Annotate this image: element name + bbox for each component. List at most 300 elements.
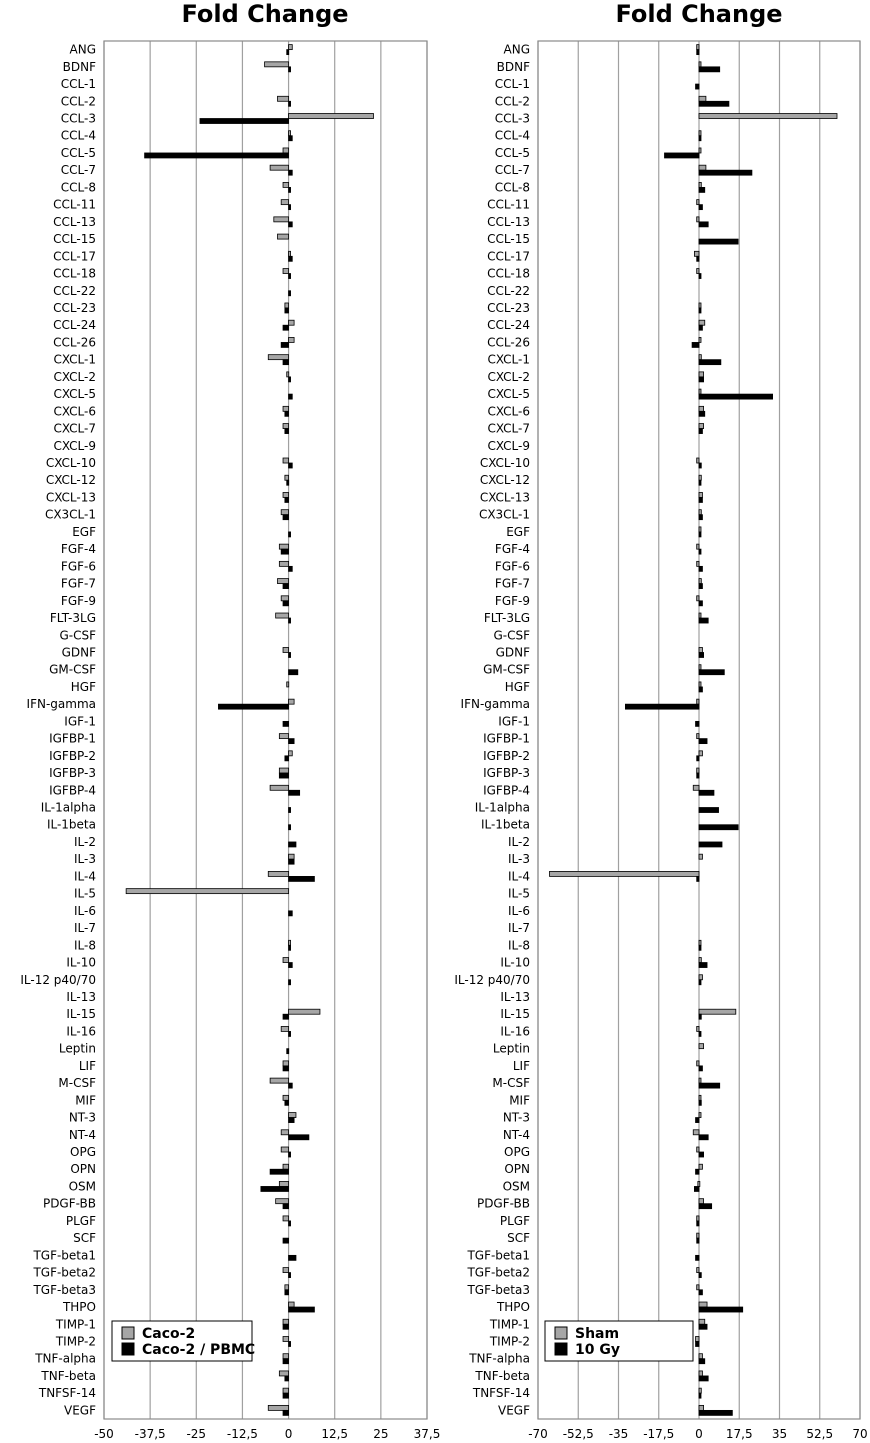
category-label: IL-1beta bbox=[480, 817, 530, 832]
category-label: TNFSF-14 bbox=[472, 1386, 530, 1401]
bar-series-1 bbox=[699, 148, 701, 153]
bar-series-1 bbox=[289, 1302, 295, 1307]
category-label: CCL-4 bbox=[494, 128, 530, 143]
bar-series-2 bbox=[692, 342, 699, 347]
bar-series-1 bbox=[699, 62, 701, 67]
category-label: CXCL-7 bbox=[53, 421, 96, 436]
bar-series-2 bbox=[289, 566, 293, 571]
bar-series-1 bbox=[270, 785, 288, 790]
bar-series-2 bbox=[289, 652, 291, 657]
category-label: CXCL-1 bbox=[53, 352, 96, 367]
bar-series-2 bbox=[289, 256, 293, 261]
bar-series-1 bbox=[283, 492, 289, 497]
category-label: FGF-9 bbox=[60, 593, 96, 608]
bar-series-1 bbox=[277, 579, 288, 584]
bar-series-2 bbox=[145, 153, 289, 158]
bar-series-2 bbox=[283, 1238, 289, 1243]
category-label: GDNF bbox=[61, 645, 96, 660]
bar-series-1 bbox=[697, 200, 699, 205]
bar-series-1 bbox=[697, 734, 699, 739]
category-label: CXCL-10 bbox=[45, 456, 96, 471]
bar-series-2 bbox=[285, 756, 289, 761]
bar-series-2 bbox=[699, 549, 701, 554]
x-tick-label: -37,5 bbox=[134, 1427, 166, 1441]
category-label: CCL-3 bbox=[494, 111, 530, 126]
bar-series-2 bbox=[699, 325, 702, 330]
bar-series-1 bbox=[697, 217, 699, 222]
bar-series-2 bbox=[283, 1410, 289, 1415]
category-label: IGFBP-2 bbox=[49, 748, 96, 763]
bar-series-2 bbox=[289, 739, 295, 744]
bar-series-2 bbox=[289, 963, 293, 968]
bar-series-1 bbox=[697, 269, 699, 274]
category-label: VEGF bbox=[64, 1403, 96, 1418]
bar-series-1 bbox=[276, 613, 289, 618]
bar-series-1 bbox=[283, 1319, 289, 1324]
bar-series-2 bbox=[699, 584, 702, 589]
category-label: FGF-4 bbox=[60, 542, 96, 557]
bar-series-1 bbox=[699, 406, 704, 411]
category-label: LIF bbox=[512, 1058, 530, 1073]
bar-series-1 bbox=[277, 234, 288, 239]
category-label: OPG bbox=[504, 1145, 530, 1160]
category-label: CCL-15 bbox=[53, 232, 96, 247]
bar-series-2 bbox=[289, 274, 291, 279]
bar-series-1 bbox=[281, 1026, 288, 1031]
bar-series-2 bbox=[261, 1186, 289, 1191]
category-label: CCL-11 bbox=[53, 197, 96, 212]
bar-series-1 bbox=[281, 510, 288, 515]
bar-series-2 bbox=[697, 50, 699, 55]
category-label: IL-16 bbox=[500, 1024, 530, 1039]
bar-series-2 bbox=[289, 859, 295, 864]
bar-series-1 bbox=[696, 1336, 699, 1341]
bar-series-1 bbox=[289, 337, 295, 342]
x-tick-label: -70 bbox=[528, 1427, 548, 1441]
x-tick-label: 17,5 bbox=[725, 1427, 753, 1441]
category-label: CCL-26 bbox=[487, 335, 530, 350]
category-label: CCL-7 bbox=[60, 163, 96, 178]
bar-series-1 bbox=[697, 45, 699, 50]
category-label: CCL-1 bbox=[60, 77, 96, 92]
category-label: ANG bbox=[503, 42, 530, 57]
category-label: IL-4 bbox=[74, 869, 96, 884]
bar-series-2 bbox=[218, 704, 288, 709]
bar-series-1 bbox=[699, 751, 702, 756]
category-label: TGF-beta2 bbox=[33, 1265, 96, 1280]
category-label: TNF-alpha bbox=[469, 1351, 530, 1366]
category-label: CXCL-6 bbox=[53, 404, 96, 419]
bar-series-2 bbox=[289, 825, 291, 830]
category-label: IFN-gamma bbox=[26, 697, 96, 712]
bar-series-1 bbox=[285, 303, 289, 308]
bar-series-1 bbox=[289, 699, 295, 704]
bar-series-1 bbox=[699, 475, 701, 480]
bar-series-2 bbox=[665, 153, 700, 158]
category-label: G-CSF bbox=[59, 628, 96, 643]
bar-series-1 bbox=[283, 1164, 289, 1169]
category-label: IL-12 p40/70 bbox=[20, 972, 96, 987]
category-label: NT-3 bbox=[68, 1110, 96, 1125]
category-label: MIF bbox=[509, 1093, 530, 1108]
bar-series-2 bbox=[699, 205, 702, 210]
bar-series-2 bbox=[699, 308, 701, 313]
category-label: IFN-gamma bbox=[460, 697, 530, 712]
bar-series-2 bbox=[699, 1376, 708, 1381]
bar-series-1 bbox=[699, 1095, 701, 1100]
bar-series-1 bbox=[270, 1078, 288, 1083]
category-label: OPN bbox=[70, 1162, 96, 1177]
bar-series-2 bbox=[285, 308, 289, 313]
category-label: TIMP-1 bbox=[489, 1317, 530, 1332]
bar-series-1 bbox=[283, 958, 289, 963]
x-tick-label: 52,5 bbox=[806, 1427, 834, 1441]
bar-series-1 bbox=[285, 475, 289, 480]
bar-series-1 bbox=[699, 1078, 701, 1083]
category-label: IGFBP-4 bbox=[483, 783, 530, 798]
category-label: IL-16 bbox=[66, 1024, 96, 1039]
category-label: CCL-15 bbox=[487, 232, 530, 247]
bar-series-2 bbox=[696, 1118, 699, 1123]
category-label: CCL-17 bbox=[53, 249, 96, 264]
bar-series-1 bbox=[289, 114, 374, 119]
category-label: SCF bbox=[73, 1231, 96, 1246]
bar-series-2 bbox=[699, 515, 702, 520]
bar-series-1 bbox=[697, 1147, 699, 1152]
bar-series-1 bbox=[699, 682, 701, 687]
bar-series-1 bbox=[697, 699, 699, 704]
bar-series-1 bbox=[699, 165, 706, 170]
legend-label: Caco-2 / PBMC bbox=[142, 1342, 256, 1358]
bar-series-2 bbox=[283, 1324, 289, 1329]
legend-label: Caco-2 bbox=[142, 1326, 196, 1342]
bar-series-1 bbox=[283, 148, 289, 153]
legend-swatch bbox=[122, 1343, 134, 1355]
bar-series-1 bbox=[289, 1113, 296, 1118]
bar-series-1 bbox=[265, 62, 289, 67]
bar-series-2 bbox=[270, 1169, 288, 1174]
bar-series-2 bbox=[289, 618, 291, 623]
category-label: Leptin bbox=[492, 1041, 530, 1056]
bar-series-1 bbox=[281, 200, 288, 205]
category-label: TGF-beta1 bbox=[467, 1248, 530, 1263]
category-label: IL-13 bbox=[500, 989, 530, 1004]
bar-series-2 bbox=[285, 497, 289, 502]
bar-series-2 bbox=[699, 652, 704, 657]
bar-series-2 bbox=[694, 1186, 699, 1191]
category-label: IL-7 bbox=[508, 921, 530, 936]
bar-series-1 bbox=[283, 182, 289, 187]
category-label: CXCL-9 bbox=[487, 438, 530, 453]
x-tick-label: 0 bbox=[695, 1427, 703, 1441]
category-label: CCL-18 bbox=[53, 266, 96, 281]
category-label: HGF bbox=[70, 679, 96, 694]
bar-series-1 bbox=[289, 751, 293, 756]
category-label: PDGF-BB bbox=[42, 1196, 96, 1211]
category-label: GDNF bbox=[495, 645, 530, 660]
category-label: CXCL-5 bbox=[487, 387, 530, 402]
category-label: CCL-23 bbox=[487, 300, 530, 315]
category-label: TNFSF-14 bbox=[38, 1386, 96, 1401]
category-label: IL-1beta bbox=[46, 817, 96, 832]
category-label: PLGF bbox=[499, 1213, 530, 1228]
bar-series-1 bbox=[699, 131, 701, 136]
bar-series-1 bbox=[697, 561, 699, 566]
category-label: CCL-23 bbox=[53, 300, 96, 315]
category-label: NT-4 bbox=[68, 1127, 96, 1142]
category-label: IGFBP-3 bbox=[483, 766, 530, 781]
bar-series-2 bbox=[699, 377, 704, 382]
bar-series-1 bbox=[699, 355, 701, 360]
category-label: IGF-1 bbox=[498, 714, 530, 729]
bar-series-1 bbox=[697, 1268, 699, 1273]
x-tick-label: 35 bbox=[771, 1427, 788, 1441]
bar-series-1 bbox=[126, 889, 288, 894]
x-tick-label: 0 bbox=[284, 1427, 293, 1441]
category-label: M-CSF bbox=[492, 1076, 530, 1091]
bar-series-2 bbox=[283, 721, 289, 726]
bar-series-1 bbox=[699, 1009, 736, 1014]
bar-series-1 bbox=[697, 544, 699, 549]
bar-series-1 bbox=[699, 1199, 704, 1204]
category-label: IL-5 bbox=[508, 886, 530, 901]
bar-series-2 bbox=[699, 170, 752, 175]
bar-series-1 bbox=[276, 1199, 289, 1204]
bar-series-2 bbox=[625, 704, 699, 709]
bar-series-1 bbox=[699, 958, 701, 963]
bar-series-2 bbox=[283, 1204, 289, 1209]
bar-series-2 bbox=[699, 618, 708, 623]
bar-series-1 bbox=[283, 1354, 289, 1359]
bar-series-2 bbox=[289, 842, 296, 847]
bar-series-2 bbox=[699, 1273, 701, 1278]
bar-series-1 bbox=[277, 96, 288, 101]
category-label: CCL-1 bbox=[494, 77, 530, 92]
bar-series-2 bbox=[699, 687, 702, 692]
bar-series-1 bbox=[699, 492, 702, 497]
bar-series-2 bbox=[289, 222, 293, 227]
category-label: SCF bbox=[507, 1231, 530, 1246]
bar-series-2 bbox=[289, 67, 291, 72]
bar-series-2 bbox=[697, 1221, 699, 1226]
category-label: CCL-4 bbox=[60, 128, 96, 143]
bar-series-2 bbox=[699, 1324, 707, 1329]
category-label: CCL-2 bbox=[494, 94, 530, 109]
bar-series-2 bbox=[697, 256, 699, 261]
category-label: IGFBP-1 bbox=[49, 731, 96, 746]
bar-series-2 bbox=[699, 825, 738, 830]
category-label: IL-3 bbox=[508, 852, 530, 867]
bar-series-2 bbox=[696, 721, 699, 726]
bar-series-2 bbox=[699, 360, 721, 365]
bar-series-2 bbox=[289, 790, 300, 795]
category-label: IL-13 bbox=[66, 989, 96, 1004]
bar-series-2 bbox=[289, 980, 291, 985]
x-tick-label: 70 bbox=[852, 1427, 868, 1441]
bar-series-2 bbox=[699, 566, 702, 571]
bar-series-2 bbox=[697, 756, 699, 761]
bar-series-2 bbox=[287, 480, 289, 485]
bar-series-1 bbox=[699, 303, 701, 308]
bar-series-1 bbox=[283, 1061, 289, 1066]
bar-series-1 bbox=[699, 1113, 701, 1118]
bar-series-2 bbox=[289, 1083, 293, 1088]
category-label: G-CSF bbox=[493, 628, 530, 643]
bar-series-1 bbox=[279, 544, 288, 549]
bar-series-2 bbox=[287, 1049, 289, 1054]
bar-series-1 bbox=[697, 1026, 699, 1031]
bar-series-1 bbox=[699, 527, 701, 532]
category-label: IL-4 bbox=[508, 869, 530, 884]
bar-series-2 bbox=[289, 394, 293, 399]
bar-series-1 bbox=[289, 320, 295, 325]
bar-series-1 bbox=[699, 510, 701, 515]
category-label: TIMP-2 bbox=[55, 1334, 96, 1349]
bar-series-2 bbox=[699, 1359, 705, 1364]
category-label: FGF-6 bbox=[494, 559, 530, 574]
bar-series-1 bbox=[279, 1181, 288, 1186]
x-tick-label: 25 bbox=[373, 1427, 389, 1441]
bar-series-2 bbox=[696, 1169, 699, 1174]
category-label: IL-5 bbox=[74, 886, 96, 901]
category-label: CCL-22 bbox=[53, 283, 96, 298]
category-label: FLT-3LG bbox=[49, 611, 96, 626]
bar-series-2 bbox=[289, 876, 315, 881]
bar-series-1 bbox=[279, 561, 288, 566]
category-label: CCL-24 bbox=[487, 318, 530, 333]
bar-series-1 bbox=[699, 1044, 704, 1049]
category-label: FGF-6 bbox=[60, 559, 96, 574]
bar-series-2 bbox=[699, 1393, 701, 1398]
bar-series-1 bbox=[283, 1216, 289, 1221]
bar-series-2 bbox=[697, 876, 699, 881]
bar-series-2 bbox=[289, 1255, 296, 1260]
bar-series-1 bbox=[283, 406, 289, 411]
bar-series-2 bbox=[283, 1014, 289, 1019]
category-label: FGF-7 bbox=[60, 576, 96, 591]
category-label: IL-1alpha bbox=[474, 800, 530, 815]
bar-series-1 bbox=[699, 975, 702, 980]
category-label: CCL-24 bbox=[53, 318, 96, 333]
bar-series-2 bbox=[283, 1066, 289, 1071]
category-label: CXCL-2 bbox=[53, 369, 96, 384]
legend-label: 10 Gy bbox=[575, 1342, 620, 1358]
legend-swatch bbox=[555, 1343, 567, 1355]
bar-series-2 bbox=[285, 1290, 289, 1295]
bar-series-2 bbox=[289, 291, 291, 296]
bar-series-2 bbox=[699, 1410, 732, 1415]
legend-swatch bbox=[555, 1327, 567, 1339]
bar-series-2 bbox=[699, 1100, 701, 1105]
bar-series-2 bbox=[699, 963, 707, 968]
category-label: CXCL-13 bbox=[479, 490, 530, 505]
category-label: IL-10 bbox=[500, 955, 530, 970]
bar-series-2 bbox=[699, 739, 707, 744]
category-label: CCL-7 bbox=[494, 163, 530, 178]
bar-series-2 bbox=[699, 532, 701, 537]
bar-series-1 bbox=[279, 1371, 288, 1376]
category-label: ANG bbox=[69, 42, 96, 57]
bar-series-2 bbox=[699, 670, 724, 675]
category-label: GM-CSF bbox=[49, 662, 96, 677]
bar-series-1 bbox=[283, 424, 289, 429]
bar-series-2 bbox=[283, 1393, 289, 1398]
bar-series-2 bbox=[283, 584, 289, 589]
bar-series-2 bbox=[283, 325, 289, 330]
category-label: BDNF bbox=[496, 59, 530, 74]
bar-series-1 bbox=[274, 217, 289, 222]
category-label: FLT-3LG bbox=[483, 611, 530, 626]
bar-series-1 bbox=[694, 251, 699, 256]
category-label: IL-7 bbox=[74, 921, 96, 936]
category-label: IL-3 bbox=[74, 852, 96, 867]
x-tick-label: -25 bbox=[186, 1427, 207, 1441]
bar-series-1 bbox=[268, 355, 288, 360]
category-label: TGF-beta3 bbox=[33, 1282, 96, 1297]
bar-series-2 bbox=[289, 1341, 291, 1346]
legend-swatch bbox=[122, 1327, 134, 1339]
category-label: OSM bbox=[68, 1179, 96, 1194]
category-label: TNF-alpha bbox=[35, 1351, 96, 1366]
bar-series-1 bbox=[693, 1130, 699, 1135]
bar-series-2 bbox=[283, 601, 289, 606]
bar-series-2 bbox=[699, 239, 738, 244]
category-label: CCL-8 bbox=[494, 180, 530, 195]
bar-series-2 bbox=[285, 411, 289, 416]
bar-series-1 bbox=[699, 1371, 702, 1376]
bar-series-2 bbox=[699, 790, 714, 795]
category-label: TGF-beta3 bbox=[467, 1282, 530, 1297]
category-label: IL-15 bbox=[66, 1007, 96, 1022]
category-label: IL-1alpha bbox=[40, 800, 96, 815]
bar-series-2 bbox=[289, 1135, 309, 1140]
bar-series-2 bbox=[699, 1031, 701, 1036]
bar-series-2 bbox=[289, 1307, 315, 1312]
bar-series-2 bbox=[699, 1307, 743, 1312]
category-label: IL-10 bbox=[66, 955, 96, 970]
bar-series-1 bbox=[699, 182, 701, 187]
bar-series-2 bbox=[699, 1290, 702, 1295]
bar-series-1 bbox=[283, 647, 289, 652]
x-tick-label: -35 bbox=[608, 1427, 629, 1441]
bar-series-2 bbox=[699, 394, 773, 399]
bar-series-1 bbox=[699, 114, 837, 119]
bar-series-2 bbox=[283, 515, 289, 520]
plot-frame bbox=[104, 41, 427, 1419]
bar-series-1 bbox=[281, 1147, 288, 1152]
bar-series-1 bbox=[699, 1164, 702, 1169]
category-label: GM-CSF bbox=[483, 662, 530, 677]
bar-series-1 bbox=[268, 871, 288, 876]
bar-series-1 bbox=[281, 1130, 288, 1135]
bar-series-2 bbox=[696, 1341, 699, 1346]
bar-series-2 bbox=[699, 808, 719, 813]
category-label: IL-6 bbox=[74, 903, 96, 918]
bar-series-2 bbox=[289, 136, 293, 141]
bar-series-1 bbox=[289, 45, 293, 50]
bar-series-2 bbox=[699, 222, 708, 227]
bar-series-1 bbox=[287, 682, 289, 687]
bar-series-2 bbox=[696, 1255, 699, 1260]
category-label: NT-3 bbox=[502, 1110, 530, 1125]
bar-series-2 bbox=[289, 187, 291, 192]
bar-series-2 bbox=[289, 1152, 291, 1157]
bar-series-2 bbox=[699, 274, 701, 279]
bar-series-1 bbox=[699, 337, 701, 342]
bar-series-2 bbox=[699, 1204, 712, 1209]
bar-series-2 bbox=[285, 429, 289, 434]
bar-series-1 bbox=[289, 251, 291, 256]
